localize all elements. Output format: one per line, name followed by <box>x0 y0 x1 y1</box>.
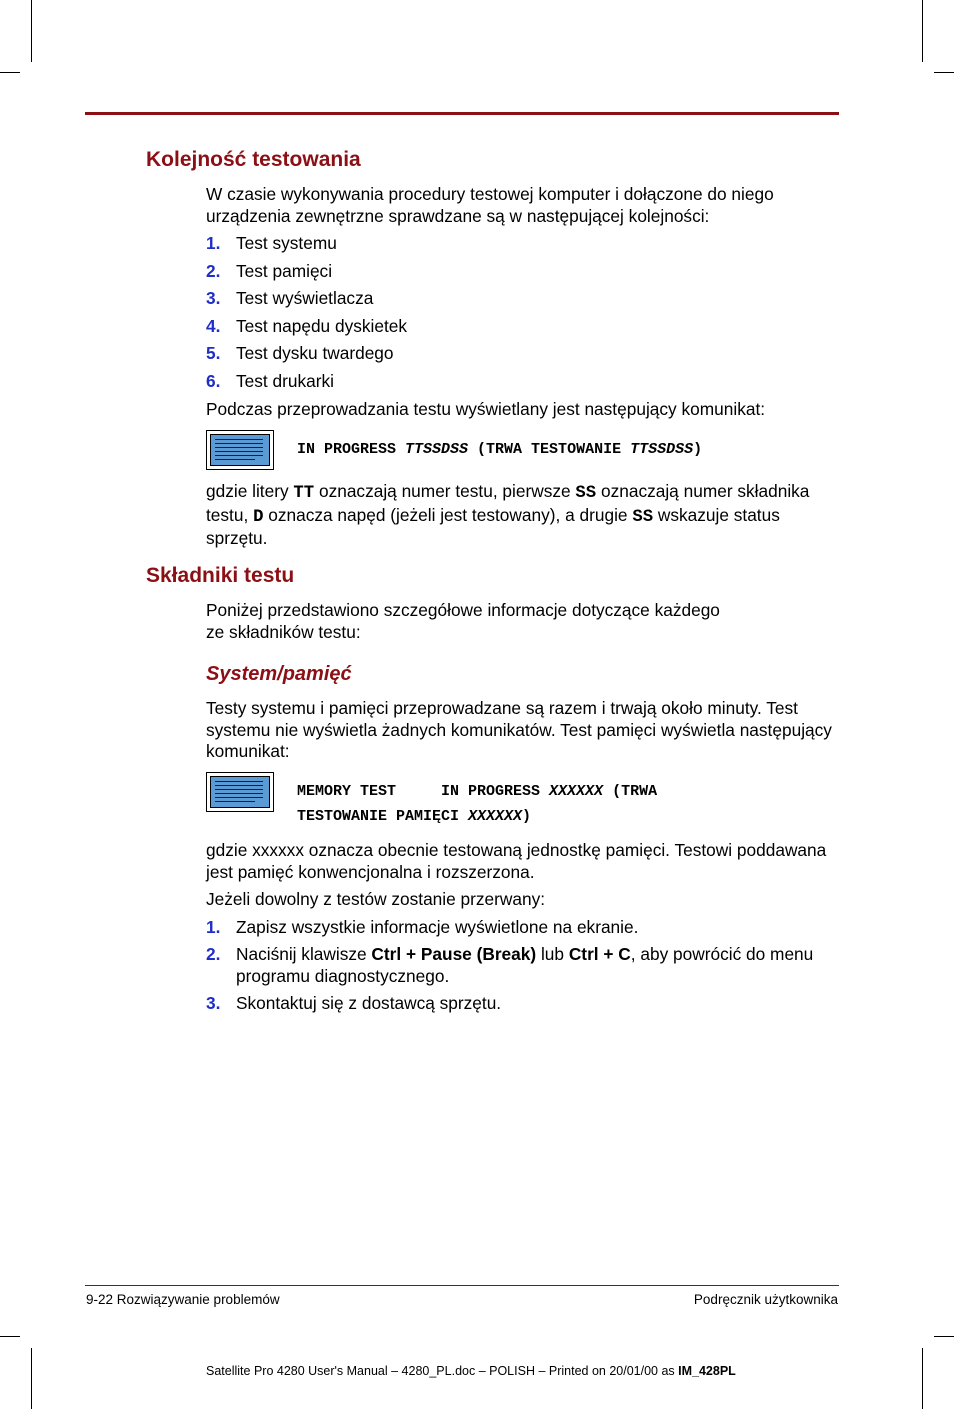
crop-mark <box>31 0 32 62</box>
print-info: Satellite Pro 4280 User's Manual – 4280_PL.doc – POLISH – Printed on 20/01/00 as IM_428PL <box>206 1364 736 1378</box>
explain-paragraph: gdzie litery TT oznaczają numer testu, pierwsze SS oznaczają numer składnika testu, D oznacza napęd (jeżeli jest testowany), a drugie SS wskazuje status sprzętu. <box>206 481 810 548</box>
screen-icon <box>206 772 274 812</box>
header-rule <box>85 112 839 115</box>
crop-mark <box>0 1336 20 1337</box>
list-number: 1. <box>206 233 221 253</box>
list-item: Test drukarki <box>236 371 334 391</box>
list-item: Test pamięci <box>236 261 333 281</box>
list-number: 6. <box>206 371 221 391</box>
list-item: Test wyświetlacza <box>236 288 374 308</box>
message-intro: Podczas przeprowadzania testu wyświetlany jest następujący komunikat: <box>206 399 766 419</box>
list-item: Skontaktuj się z dostawcą sprzętu. <box>236 993 502 1013</box>
list-number: 2. <box>206 944 221 964</box>
list-number: 5. <box>206 343 221 363</box>
crop-mark <box>922 1348 923 1409</box>
crop-mark <box>922 0 923 62</box>
list-item: Test napędu dyskietek <box>236 316 407 336</box>
crop-mark <box>0 72 20 73</box>
list-item: Test dysku twardego <box>236 343 394 363</box>
list-item: Naciśnij klawisze Ctrl + Pause (Break) lub Ctrl + C, aby powrócić do menu programu diagnostycznego. <box>236 944 814 986</box>
memory-explain: gdzie xxxxxx oznacza obecnie testowaną jednostkę pamięci. Testowi poddawana jest pamięć konwencjonalna i rozszerzona. <box>206 840 827 882</box>
crop-mark <box>934 72 954 73</box>
subsection-heading: System/pamięć <box>206 663 352 685</box>
list-item: Test systemu <box>236 233 337 253</box>
footer-right: Podręcznik użytkownika <box>693 1292 838 1307</box>
intro-paragraph: W czasie wykonywania procedury testowej komputer i dołączone do niego urządzenia zewnętrzne sprawdzane są w następującej kolejności: <box>206 184 774 226</box>
section-heading: Kolejność testowania <box>146 148 361 171</box>
list-number: 3. <box>206 993 221 1013</box>
interrupt-intro: Jeżeli dowolny z testów zostanie przerwany: <box>206 889 546 909</box>
screen-icon <box>206 430 274 470</box>
system-memory-paragraph: Testy systemu i pamięci przeprowadzane są razem i trwają około minuty. Test systemu nie wyświetla żadnych komunikatów. Test pamięci wyświetla następujący komunikat: <box>206 698 832 761</box>
key-combo: Ctrl + Pause (Break) <box>371 944 537 964</box>
footer-rule <box>85 1285 839 1286</box>
list-number: 3. <box>206 288 221 308</box>
components-intro: Poniżej przedstawiono szczegółowe informacje dotyczące każdego ze składników testu: <box>206 600 720 642</box>
memory-message: MEMORY TEST IN PROGRESS XXXXXX (TRWA TESTOWANIE PAMIĘCI XXXXXX) <box>297 783 658 825</box>
list-item: Zapisz wszystkie informacje wyświetlone na ekranie. <box>236 917 639 937</box>
list-number: 1. <box>206 917 221 937</box>
list-number: 2. <box>206 261 221 281</box>
list-number: 4. <box>206 316 221 336</box>
progress-message: IN PROGRESS TTSSDSS (TRWA TESTOWANIE TTSSDSS) <box>297 441 703 458</box>
crop-mark <box>934 1336 954 1337</box>
crop-mark <box>31 1348 32 1409</box>
key-combo: Ctrl + C <box>568 944 631 964</box>
footer-left: 9-22 Rozwiązywanie problemów <box>86 1292 280 1307</box>
section-heading: Składniki testu <box>146 564 295 587</box>
